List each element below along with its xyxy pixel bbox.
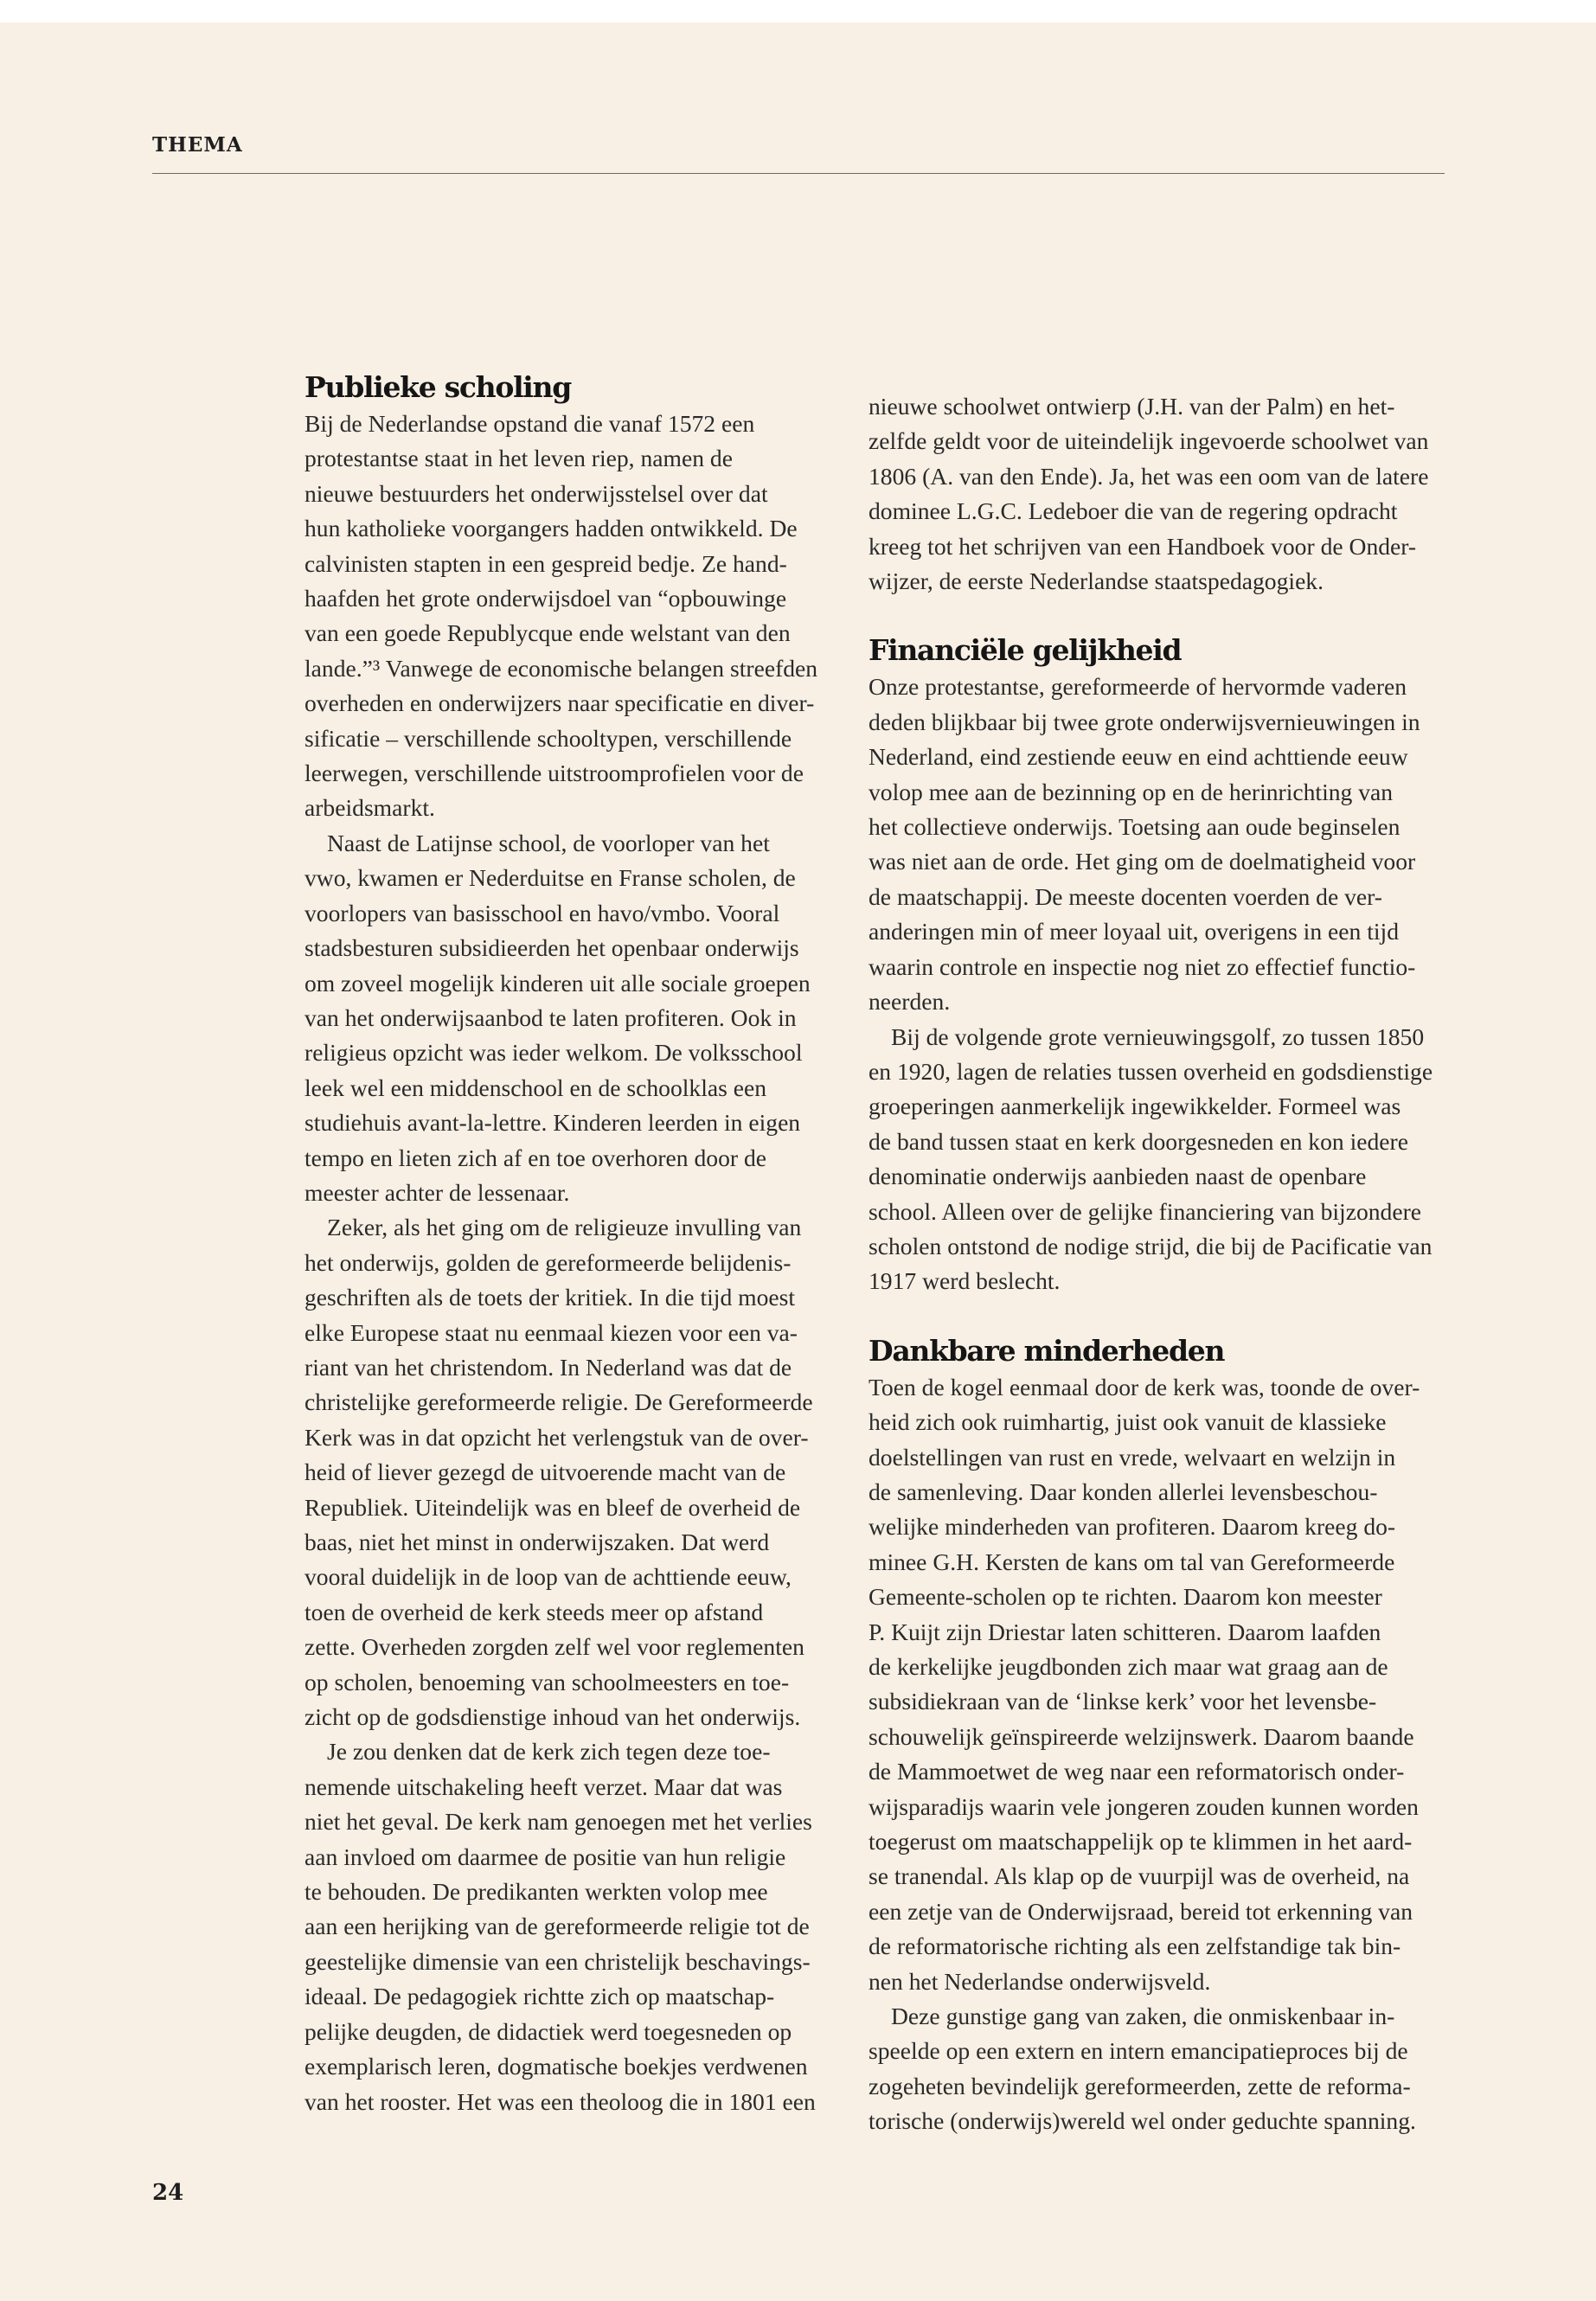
text-line: de samenleving. Daar konden allerlei levensbeschou-	[869, 1477, 1378, 1505]
text-line: leerwegen, verschillende uitstroomprofielen voor de	[304, 760, 804, 787]
header-rule	[152, 173, 1445, 174]
text-line: Bij de volgende grote vernieuwingsgolf, zo tussen 1850	[891, 1022, 1425, 1050]
text-line: schouwelijk geïnspireerde welzijnswerk. Daarom baande	[869, 1722, 1414, 1750]
heading-publieke-scholing: Publieke scholing	[304, 370, 572, 404]
text-line: groeperingen aanmerkelijk ingewikkelder. Formeel was	[869, 1093, 1401, 1120]
text-line: kreeg tot het schrijven van een Handboek voor de Onder-	[869, 532, 1417, 560]
text-line: van het onderwijsaanbod te laten profiteren. Ook in	[304, 1003, 797, 1031]
text-line: van een goede Republycque ende welstant van den	[304, 619, 791, 647]
text-line: speelde op een extern en intern emancipatieproces bij de	[869, 2037, 1408, 2065]
text-line: haafden het grote onderwijsdoel van “opbouwinge	[304, 585, 787, 612]
text-line: se tranendal. Als klap op de vuurpijl was de overheid, na	[869, 1862, 1410, 1890]
text-line: volop mee aan de bezinning op en de herinrichting van	[869, 778, 1394, 805]
section-gap	[869, 1299, 1396, 1332]
text-line: heid zich ook ruimhartig, juist ook vanuit de klassieke	[869, 1408, 1387, 1436]
text-line: pelijke deugden, de didactiek werd toegesneden op	[304, 2017, 792, 2045]
section2-body	[869, 670, 1433, 1298]
text-line: stadsbesturen subsidieerden het openbaar onderwijs	[304, 934, 799, 962]
text-line: op scholen, benoeming van schoolmeesters en toe-	[304, 1668, 790, 1695]
left-body	[304, 407, 832, 2119]
text-line: de Mammoetwet de weg naar een reformatorisch onder-	[869, 1758, 1405, 1785]
text-line: protestantse staat in het leven riep, namen de	[304, 445, 733, 472]
text-line: om zoveel mogelijk kinderen uit alle sociale groepen	[304, 969, 811, 997]
text-line: geschriften als de toets der kritiek. In die tijd moest	[304, 1284, 796, 1311]
text-line: anderingen min of meer loyaal uit, overigens in een tijd	[869, 918, 1400, 945]
text-line: van het rooster. Het was een theoloog die in 1801 een	[304, 2087, 816, 2115]
text-line: heid of liever gezegd de uitvoerende macht van de	[304, 1458, 786, 1486]
text-line: voorlopers van basisschool en havo/vmbo. Vooral	[304, 899, 780, 926]
text-line: overheden en onderwijzers naar specificatie en diver-	[304, 689, 815, 717]
text-line: arbeidsmarkt.	[304, 794, 435, 822]
text-line: minee G.H. Kersten de kans om tal van Gereformeerde	[869, 1548, 1395, 1575]
text-line: zelfde geldt voor de uiteindelijk ingevoerde schoolwet van	[869, 427, 1429, 455]
text-line: te behouden. De predikanten werkten volop mee	[304, 1878, 768, 1906]
text-line: vooral duidelijk in de loop van de achttiende eeuw,	[304, 1563, 792, 1591]
text-line: riant van het christendom. In Nederland was dat de	[304, 1353, 792, 1381]
text-line: torische (onderwijs)wereld wel onder geduchte spanning.	[869, 2107, 1416, 2135]
text-line: geestelijke dimensie van een christelijk beschavings-	[304, 1947, 811, 1975]
text-line: baas, niet het minst in onderwijszaken. Dat werd	[304, 1529, 770, 1555]
text-line: was niet aan de orde. Het ging om de doelmatigheid voor	[869, 848, 1416, 875]
text-line: aan een herijking van de gereformeerde religie tot de	[304, 1913, 810, 1940]
text-line: neerden.	[869, 988, 951, 1016]
text-line: tempo en lieten zich af en toe overhoren door de	[304, 1144, 767, 1171]
text-line: Naast de Latijnse school, de voorloper van het	[327, 829, 770, 856]
text-line: Republiek. Uiteindelijk was en bleef de overheid de	[304, 1493, 801, 1521]
text-line: school. Alleen over de gelijke financiering van bijzondere	[869, 1197, 1422, 1225]
text-line: de kerkelijke jeugdbonden zich maar wat graag aan de	[869, 1653, 1388, 1680]
section3-body	[869, 1370, 1420, 2139]
right-column	[869, 389, 1433, 2139]
text-line: nieuwe schoolwet ontwierp (J.H. van der Palm) en het-	[869, 393, 1395, 420]
text-line: ideaal. De pedagogiek richtte zich op maatschap-	[304, 1983, 775, 2010]
text-line: wijzer, de eerste Nederlandse staatspedagogiek.	[869, 567, 1324, 595]
text-line: welijke minderheden van profiteren. Daarom kreeg do-	[869, 1513, 1396, 1541]
text-line: Onze protestantse, gereformeerde of hervormde vaderen	[869, 673, 1407, 701]
text-line: calvinisten stapten in een gespreid bedje. Ze hand-	[304, 549, 787, 577]
text-line: toegerust om maatschappelijk op te klimmen in het aard-	[869, 1828, 1413, 1856]
text-line: elke Europese staat nu eenmaal kiezen voor een va-	[304, 1318, 798, 1346]
text-line: Je zou denken dat de kerk zich tegen deze toe-	[327, 1738, 771, 1766]
text-line: Gemeente-scholen op te richten. Daarom kon meester	[869, 1583, 1382, 1611]
text-line: nemende uitschakeling heeft verzet. Maar dat was	[304, 1772, 783, 1800]
text-line: zette. Overheden zorgden zelf wel voor reglementen	[304, 1633, 804, 1661]
text-line: waarin controle en inspectie nog niet zo effectief functio-	[869, 952, 1416, 980]
text-line: subsidiekraan van de ‘linkse kerk’ voor het levensbe-	[869, 1688, 1377, 1715]
text-line: de maatschappij. De meeste docenten voerden de ver-	[869, 882, 1382, 910]
text-line: Zeker, als het ging om de religieuze invulling van	[327, 1214, 802, 1241]
text-line: het onderwijs, golden de gereformeerde belijdenis-	[304, 1248, 792, 1276]
text-line: Toen de kogel eenmaal door de kerk was, toonde de over-	[869, 1373, 1420, 1400]
section-kicker: THEMA	[152, 133, 243, 157]
text-line: zogeheten bevindelijk gereformeerden, zette de reforma-	[869, 2072, 1411, 2099]
left-column	[304, 369, 832, 2119]
text-line: het collectieve onderwijs. Toetsing aan oude beginselen	[869, 813, 1401, 841]
text-line: nen het Nederlandse onderwijsveld.	[869, 1967, 1211, 1995]
text-line: meester achter de lessenaar.	[304, 1178, 570, 1206]
text-line: vwo, kwamen er Nederduitse en Franse scholen, de	[304, 864, 796, 892]
magazine-page	[0, 22, 1596, 2301]
text-line: 1917 werd beslecht.	[869, 1267, 1061, 1295]
text-line: Bij de Nederlandse opstand die vanaf 1572 een	[304, 410, 755, 437]
text-line: zicht op de godsdienstige inhoud van het onderwijs.	[304, 1703, 801, 1731]
text-line: hun katholieke voorgangers hadden ontwikkeld. De	[304, 515, 798, 542]
text-line: Deze gunstige gang van zaken, die onmiskenbaar in-	[891, 2003, 1395, 2030]
text-line: scholen ontstond de nodige strijd, die bij de Pacificatie van	[869, 1232, 1433, 1259]
text-line: exemplarisch leren, dogmatische boekjes verdwenen	[304, 2053, 808, 2080]
text-line: doelstellingen van rust en vrede, welvaart en welzijn in	[869, 1443, 1396, 1471]
text-line: P. Kuijt zijn Driestar laten schitteren. Daarom laafden	[869, 1618, 1381, 1645]
section-gap	[869, 599, 1396, 631]
text-line: een zetje van de Onderwijsraad, bereid tot erkenning van	[869, 1897, 1413, 1925]
text-line: de band tussen staat en kerk doorgesneden en kon iedere	[869, 1127, 1408, 1155]
text-line: dominee L.G.C. Ledeboer die van de regering opdracht	[869, 497, 1398, 525]
text-line: leek wel een middenschool en de schoolklas een	[304, 1074, 767, 1101]
text-line: christelijke gereformeerde religie. De Gereformeerde	[304, 1388, 813, 1416]
heading-dankbare-minderheden: Dankbare minderheden	[869, 1333, 1225, 1368]
text-line: deden blijkbaar bij twee grote onderwijsvernieuwingen in	[869, 708, 1420, 735]
text-line: nieuwe bestuurders het onderwijsstelsel over dat	[304, 479, 768, 507]
text-line: niet het geval. De kerk nam genoegen met het verlies	[304, 1808, 812, 1836]
text-line: wijsparadijs waarin vele jongeren zouden kunnen worden	[869, 1792, 1419, 1820]
text-line: Nederland, eind zestiende eeuw en eind achttiende eeuw	[869, 743, 1408, 771]
heading-financiele-gelijkheid: Financiële gelijkheid	[869, 633, 1182, 668]
text-line: sificatie – verschillende schooltypen, verschillende	[304, 724, 792, 752]
right-intro	[869, 389, 1429, 599]
text-line: religieus opzicht was ieder welkom. De volksschool	[304, 1039, 803, 1067]
text-line: toen de overheid de kerk steeds meer op afstand	[304, 1598, 764, 1625]
page-number: 24	[152, 2180, 184, 2206]
text-line: 1806 (A. van den Ende). Ja, het was een oom van de latere	[869, 462, 1429, 490]
text-line: Kerk was in dat opzicht het verlengstuk van de over-	[304, 1423, 809, 1451]
text-line: en 1920, lagen de relaties tussen overheid en godsdienstige	[869, 1057, 1433, 1085]
text-line: aan invloed om daarmee de positie van hun religie	[304, 1843, 786, 1870]
text-line: de reformatorische richting als een zelfstandige tak bin-	[869, 1932, 1401, 1960]
text-line: studiehuis avant-la-lettre. Kinderen leerden in eigen	[304, 1109, 801, 1137]
text-line: denominatie onderwijs aanbieden naast de openbare	[869, 1163, 1367, 1190]
text-line: lande.”³ Vanwege de economische belangen streefden	[304, 654, 818, 682]
